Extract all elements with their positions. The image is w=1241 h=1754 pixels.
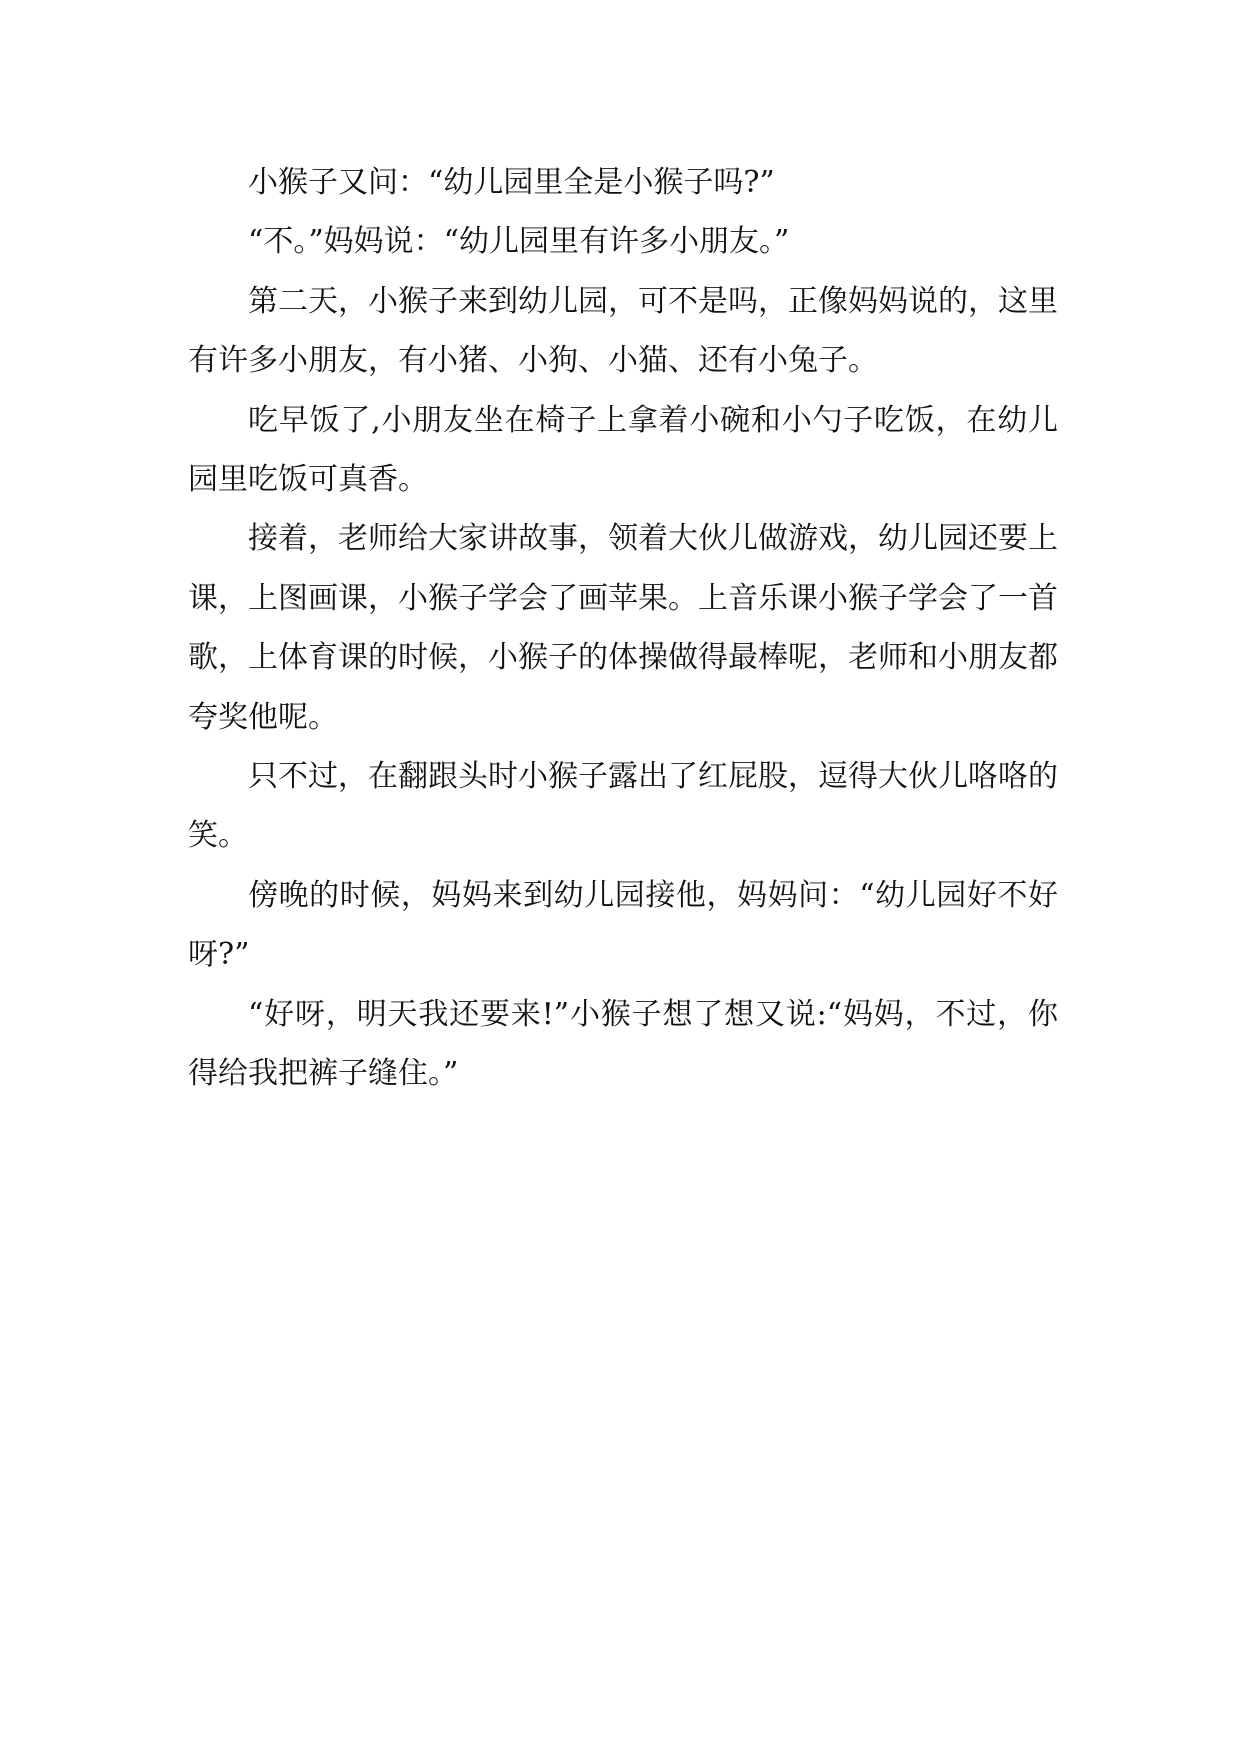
paragraph: “不。”妈妈说：“幼儿园里有许多小朋友。” xyxy=(248,224,790,260)
paragraph: 傍晚的时候，妈妈来到幼儿园接他，妈妈问：“幼儿园好不好呀?” xyxy=(188,877,1058,973)
paragraph: 小猴子又问：“幼儿园里全是小猴子吗?” xyxy=(248,165,775,200)
paragraph: 接着，老师给大家讲故事，领着大伙儿做游戏，幼儿园还要上课，上图画课，小猴子学会了画苹果。上音乐课小猴子学会了一首歌，上体育课的时候，小猴子的体操做得最棒呢，老师和小朋友都夸奖他呢。 xyxy=(188,521,1058,735)
paragraph: 只不过，在翻跟头时小猴子露出了红屁股，逗得大伙儿咯咯的笑。 xyxy=(188,759,1058,854)
paragraph: 第二天，小猴子来到幼儿园，可不是吗，正像妈妈说的，这里有许多小朋友，有小猪、小狗、小猫、还有小兔子。 xyxy=(188,283,1058,379)
paragraph: 吃早饭了,小朋友坐在椅子上拿着小碗和小勺子吃饭，在幼儿园里吃饭可真香。 xyxy=(188,402,1058,498)
story-body xyxy=(188,153,1058,1104)
paragraph: “好呀，明天我还要来!”小猴子想了想又说:“妈妈，不过，你得给我把裤子缝住。” xyxy=(188,996,1058,1092)
